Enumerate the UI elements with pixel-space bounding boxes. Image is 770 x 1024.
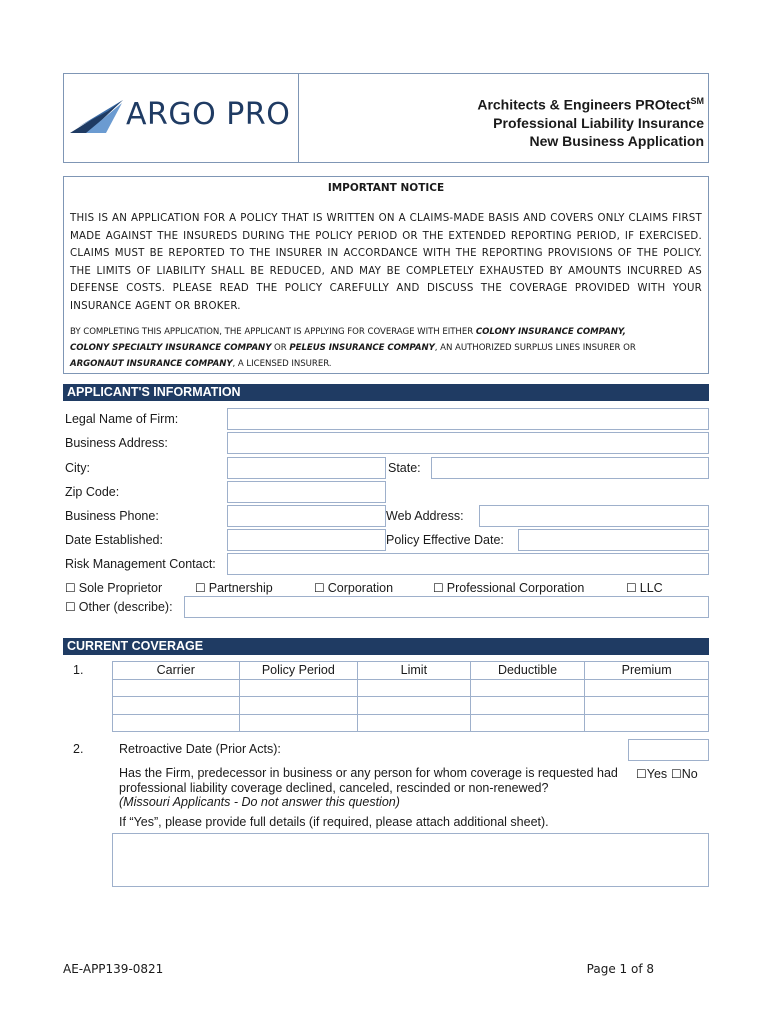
zip-label: Zip Code: bbox=[65, 485, 120, 499]
table-row bbox=[113, 697, 709, 715]
legal-name-label: Legal Name of Firm: bbox=[65, 412, 179, 426]
professional-corporation-checkbox[interactable] bbox=[433, 581, 584, 596]
insurer-or: OR bbox=[271, 343, 290, 353]
date-established-input[interactable] bbox=[227, 529, 386, 551]
state-input[interactable] bbox=[431, 457, 709, 479]
deductible-cell[interactable] bbox=[470, 714, 585, 732]
legal-name-input[interactable] bbox=[227, 408, 709, 430]
form-title bbox=[477, 92, 704, 150]
policy-period-cell[interactable] bbox=[239, 679, 358, 697]
page-number: Page 1 of 8 bbox=[586, 962, 654, 976]
other-label: Other (describe): bbox=[78, 600, 173, 614]
checkbox-icon: ☐ bbox=[195, 581, 206, 595]
professional-corporation-label: Professional Corporation bbox=[446, 581, 585, 595]
insurer-peleus: PELEUS INSURANCE COMPANY bbox=[289, 343, 435, 353]
column-carrier: Carrier bbox=[113, 662, 240, 680]
checkbox-icon: ☐ bbox=[636, 767, 647, 781]
premium-cell[interactable] bbox=[585, 697, 709, 715]
table-header-row bbox=[113, 662, 709, 680]
checkbox-icon: ☐ bbox=[433, 581, 444, 595]
declined-question bbox=[119, 766, 618, 810]
limit-cell[interactable] bbox=[358, 679, 471, 697]
date-established-label: Date Established: bbox=[65, 533, 163, 547]
applicant-section-header: APPLICANT'S INFORMATION bbox=[63, 384, 709, 401]
business-address-label: Business Address: bbox=[65, 436, 168, 450]
column-limit: Limit bbox=[358, 662, 471, 680]
carrier-cell[interactable] bbox=[113, 679, 240, 697]
sole-proprietor-checkbox[interactable] bbox=[65, 581, 162, 596]
insurer-mid: , AN AUTHORIZED SURPLUS LINES INSURER OR bbox=[434, 343, 636, 353]
business-address-input[interactable] bbox=[227, 432, 709, 454]
no-checkbox[interactable] bbox=[671, 767, 698, 782]
city-label: City: bbox=[65, 461, 90, 475]
zip-input[interactable] bbox=[227, 481, 386, 503]
policy-period-cell[interactable] bbox=[239, 714, 358, 732]
city-input[interactable] bbox=[227, 457, 386, 479]
form-id: AE-APP139-0821 bbox=[63, 962, 164, 976]
checkbox-icon: ☐ bbox=[314, 581, 325, 595]
table-row bbox=[113, 679, 709, 697]
web-address-input[interactable] bbox=[479, 505, 709, 527]
item-2-number: 2. bbox=[73, 742, 84, 756]
checkbox-icon: ☐ bbox=[65, 600, 76, 614]
logo-wordmark: ARGO PRO bbox=[126, 97, 291, 132]
yes-checkbox[interactable] bbox=[636, 767, 667, 782]
insurer-statement bbox=[70, 324, 702, 372]
carrier-cell[interactable] bbox=[113, 697, 240, 715]
partnership-checkbox[interactable] bbox=[195, 581, 273, 596]
premium-cell[interactable] bbox=[585, 679, 709, 697]
risk-contact-label: Risk Management Contact: bbox=[65, 557, 216, 571]
title-line-1: Architects & Engineers PROtect bbox=[477, 96, 691, 113]
insurer-argonaut: ARGONAUT INSURANCE COMPANY bbox=[70, 359, 233, 369]
details-textarea[interactable] bbox=[112, 833, 709, 887]
title-line-3: New Business Application bbox=[529, 132, 704, 149]
retro-date-label: Retroactive Date (Prior Acts): bbox=[119, 742, 281, 756]
corporation-checkbox[interactable] bbox=[314, 581, 393, 596]
llc-label: LLC bbox=[639, 581, 663, 595]
web-address-label: Web Address: bbox=[386, 509, 464, 523]
service-mark: SM bbox=[690, 96, 704, 106]
risk-contact-input[interactable] bbox=[227, 553, 709, 575]
insurer-colony: COLONY INSURANCE COMPANY, bbox=[475, 327, 626, 337]
policy-effective-date-input[interactable] bbox=[518, 529, 709, 551]
column-premium: Premium bbox=[585, 662, 709, 680]
claims-made-paragraph: THIS IS AN APPLICATION FOR A POLICY THAT IS WRITTEN ON A CLAIMS-MADE BASIS AND COVERS ONLY CLAIMS FIRST MADE AGAINST THE INSUREDS DURING THE POLICY PERIOD OR THE EXTENDED REPORTING PERIOD, IF EXERCISED. CLAIMS MUST BE REPORTED TO THE INSURER IN ACCORDANCE WITH THE REPORTING PROVISIONS OF THE POLICY. THE LIMITS OF LIABILITY SHALL BE REDUCED, AND MAY BE COMPLETELY EXHAUSTED BY AMOUNTS INCURRED AS DEFENSE COSTS. PLEASE READ THE POLICY CAREFULLY AND DISCUSS THE COVERAGE PROVIDED WITH YOUR INSURANCE AGENT OR BROKER. bbox=[70, 213, 702, 312]
table-row bbox=[113, 714, 709, 732]
limit-cell[interactable] bbox=[358, 697, 471, 715]
limit-cell[interactable] bbox=[358, 714, 471, 732]
business-phone-input[interactable] bbox=[227, 505, 386, 527]
policy-period-cell[interactable] bbox=[239, 697, 358, 715]
state-label: State: bbox=[388, 461, 421, 475]
deductible-cell[interactable] bbox=[470, 679, 585, 697]
missouri-note: (Missouri Applicants - Do not answer this question) bbox=[119, 795, 400, 809]
insurer-colony-specialty: COLONY SPECIALTY INSURANCE COMPANY bbox=[70, 343, 272, 353]
details-prompt: If “Yes”, please provide full details (if required, please attach additional sheet). bbox=[119, 815, 549, 829]
insurer-end: , A LICENSED INSURER. bbox=[232, 359, 332, 369]
other-describe-input[interactable] bbox=[184, 596, 709, 618]
question-line-2: professional liability coverage declined, canceled, rescinded or non-renewed? bbox=[119, 780, 549, 795]
no-label: No bbox=[681, 767, 698, 781]
retro-date-input[interactable] bbox=[628, 739, 709, 761]
coverage-table bbox=[112, 661, 709, 732]
checkbox-icon: ☐ bbox=[65, 581, 76, 595]
partnership-label: Partnership bbox=[208, 581, 273, 595]
other-checkbox[interactable] bbox=[65, 600, 173, 615]
llc-checkbox[interactable] bbox=[626, 581, 663, 596]
argo-pro-logo bbox=[68, 95, 293, 140]
premium-cell[interactable] bbox=[585, 714, 709, 732]
policy-effective-date-label: Policy Effective Date: bbox=[386, 533, 504, 547]
question-line-1: Has the Firm, predecessor in business or any person for whom coverage is requested had bbox=[119, 766, 618, 780]
corporation-label: Corporation bbox=[327, 581, 394, 595]
coverage-section-header: CURRENT COVERAGE bbox=[63, 638, 709, 655]
yes-label: Yes bbox=[646, 767, 668, 781]
column-deductible: Deductible bbox=[470, 662, 585, 680]
checkbox-icon: ☐ bbox=[671, 767, 682, 781]
business-phone-label: Business Phone: bbox=[65, 509, 159, 523]
deductible-cell[interactable] bbox=[470, 697, 585, 715]
carrier-cell[interactable] bbox=[113, 714, 240, 732]
notice-heading: IMPORTANT NOTICE bbox=[327, 182, 445, 194]
sole-proprietor-label: Sole Proprietor bbox=[78, 581, 163, 595]
insurer-intro: BY COMPLETING THIS APPLICATION, THE APPLICANT IS APPLYING FOR COVERAGE WITH EITHER bbox=[70, 327, 476, 337]
checkbox-icon: ☐ bbox=[626, 581, 637, 595]
logo-mark-icon bbox=[68, 97, 128, 137]
item-1-number: 1. bbox=[73, 663, 84, 677]
column-policy-period: Policy Period bbox=[239, 662, 358, 680]
title-line-2: Professional Liability Insurance bbox=[493, 114, 704, 131]
